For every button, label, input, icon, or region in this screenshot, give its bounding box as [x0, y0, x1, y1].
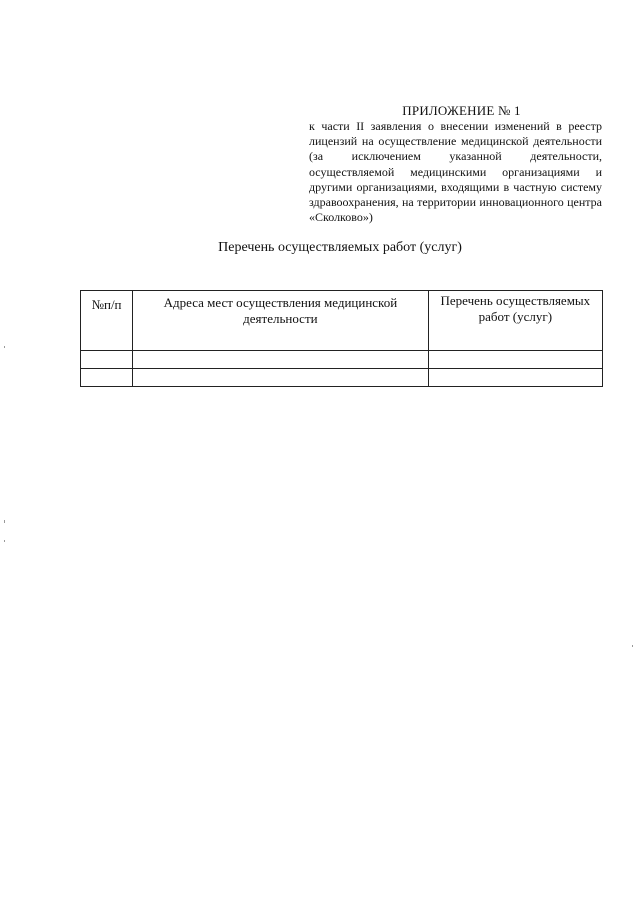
- header-number: №п/п: [81, 291, 133, 351]
- scan-artifact: [4, 540, 5, 542]
- scan-artifact: [4, 520, 5, 523]
- scan-artifact: [4, 346, 5, 348]
- table-cell: [81, 351, 133, 369]
- header-works-list: Перечень осуществляемых работ (услуг): [428, 291, 602, 351]
- table-cell: [428, 351, 602, 369]
- table-cell: [81, 369, 133, 387]
- list-title: Перечень осуществляемых работ (услуг): [218, 240, 462, 255]
- appendix-block: [309, 103, 602, 225]
- works-table: [80, 290, 603, 387]
- table-cell: [428, 369, 602, 387]
- table-header-row: [81, 291, 603, 351]
- table-row: [81, 351, 603, 369]
- scan-artifact: [632, 645, 633, 647]
- appendix-description: к части II заявления о внесении изменений в реестр лицензий на осуществление медицинской деятельности (за исключением указанной деятельности, осуществляемой медицинскими организациями и другими организациями, входящими в частную систему здравоохранения, на территории инновационного центра «Сколково»): [309, 119, 602, 225]
- table-cell: [133, 351, 429, 369]
- header-addresses: Адреса мест осуществления медицинской деятельности: [133, 291, 429, 351]
- appendix-title: ПРИЛОЖЕНИЕ № 1: [402, 103, 521, 118]
- table-cell: [133, 369, 429, 387]
- table-row: [81, 369, 603, 387]
